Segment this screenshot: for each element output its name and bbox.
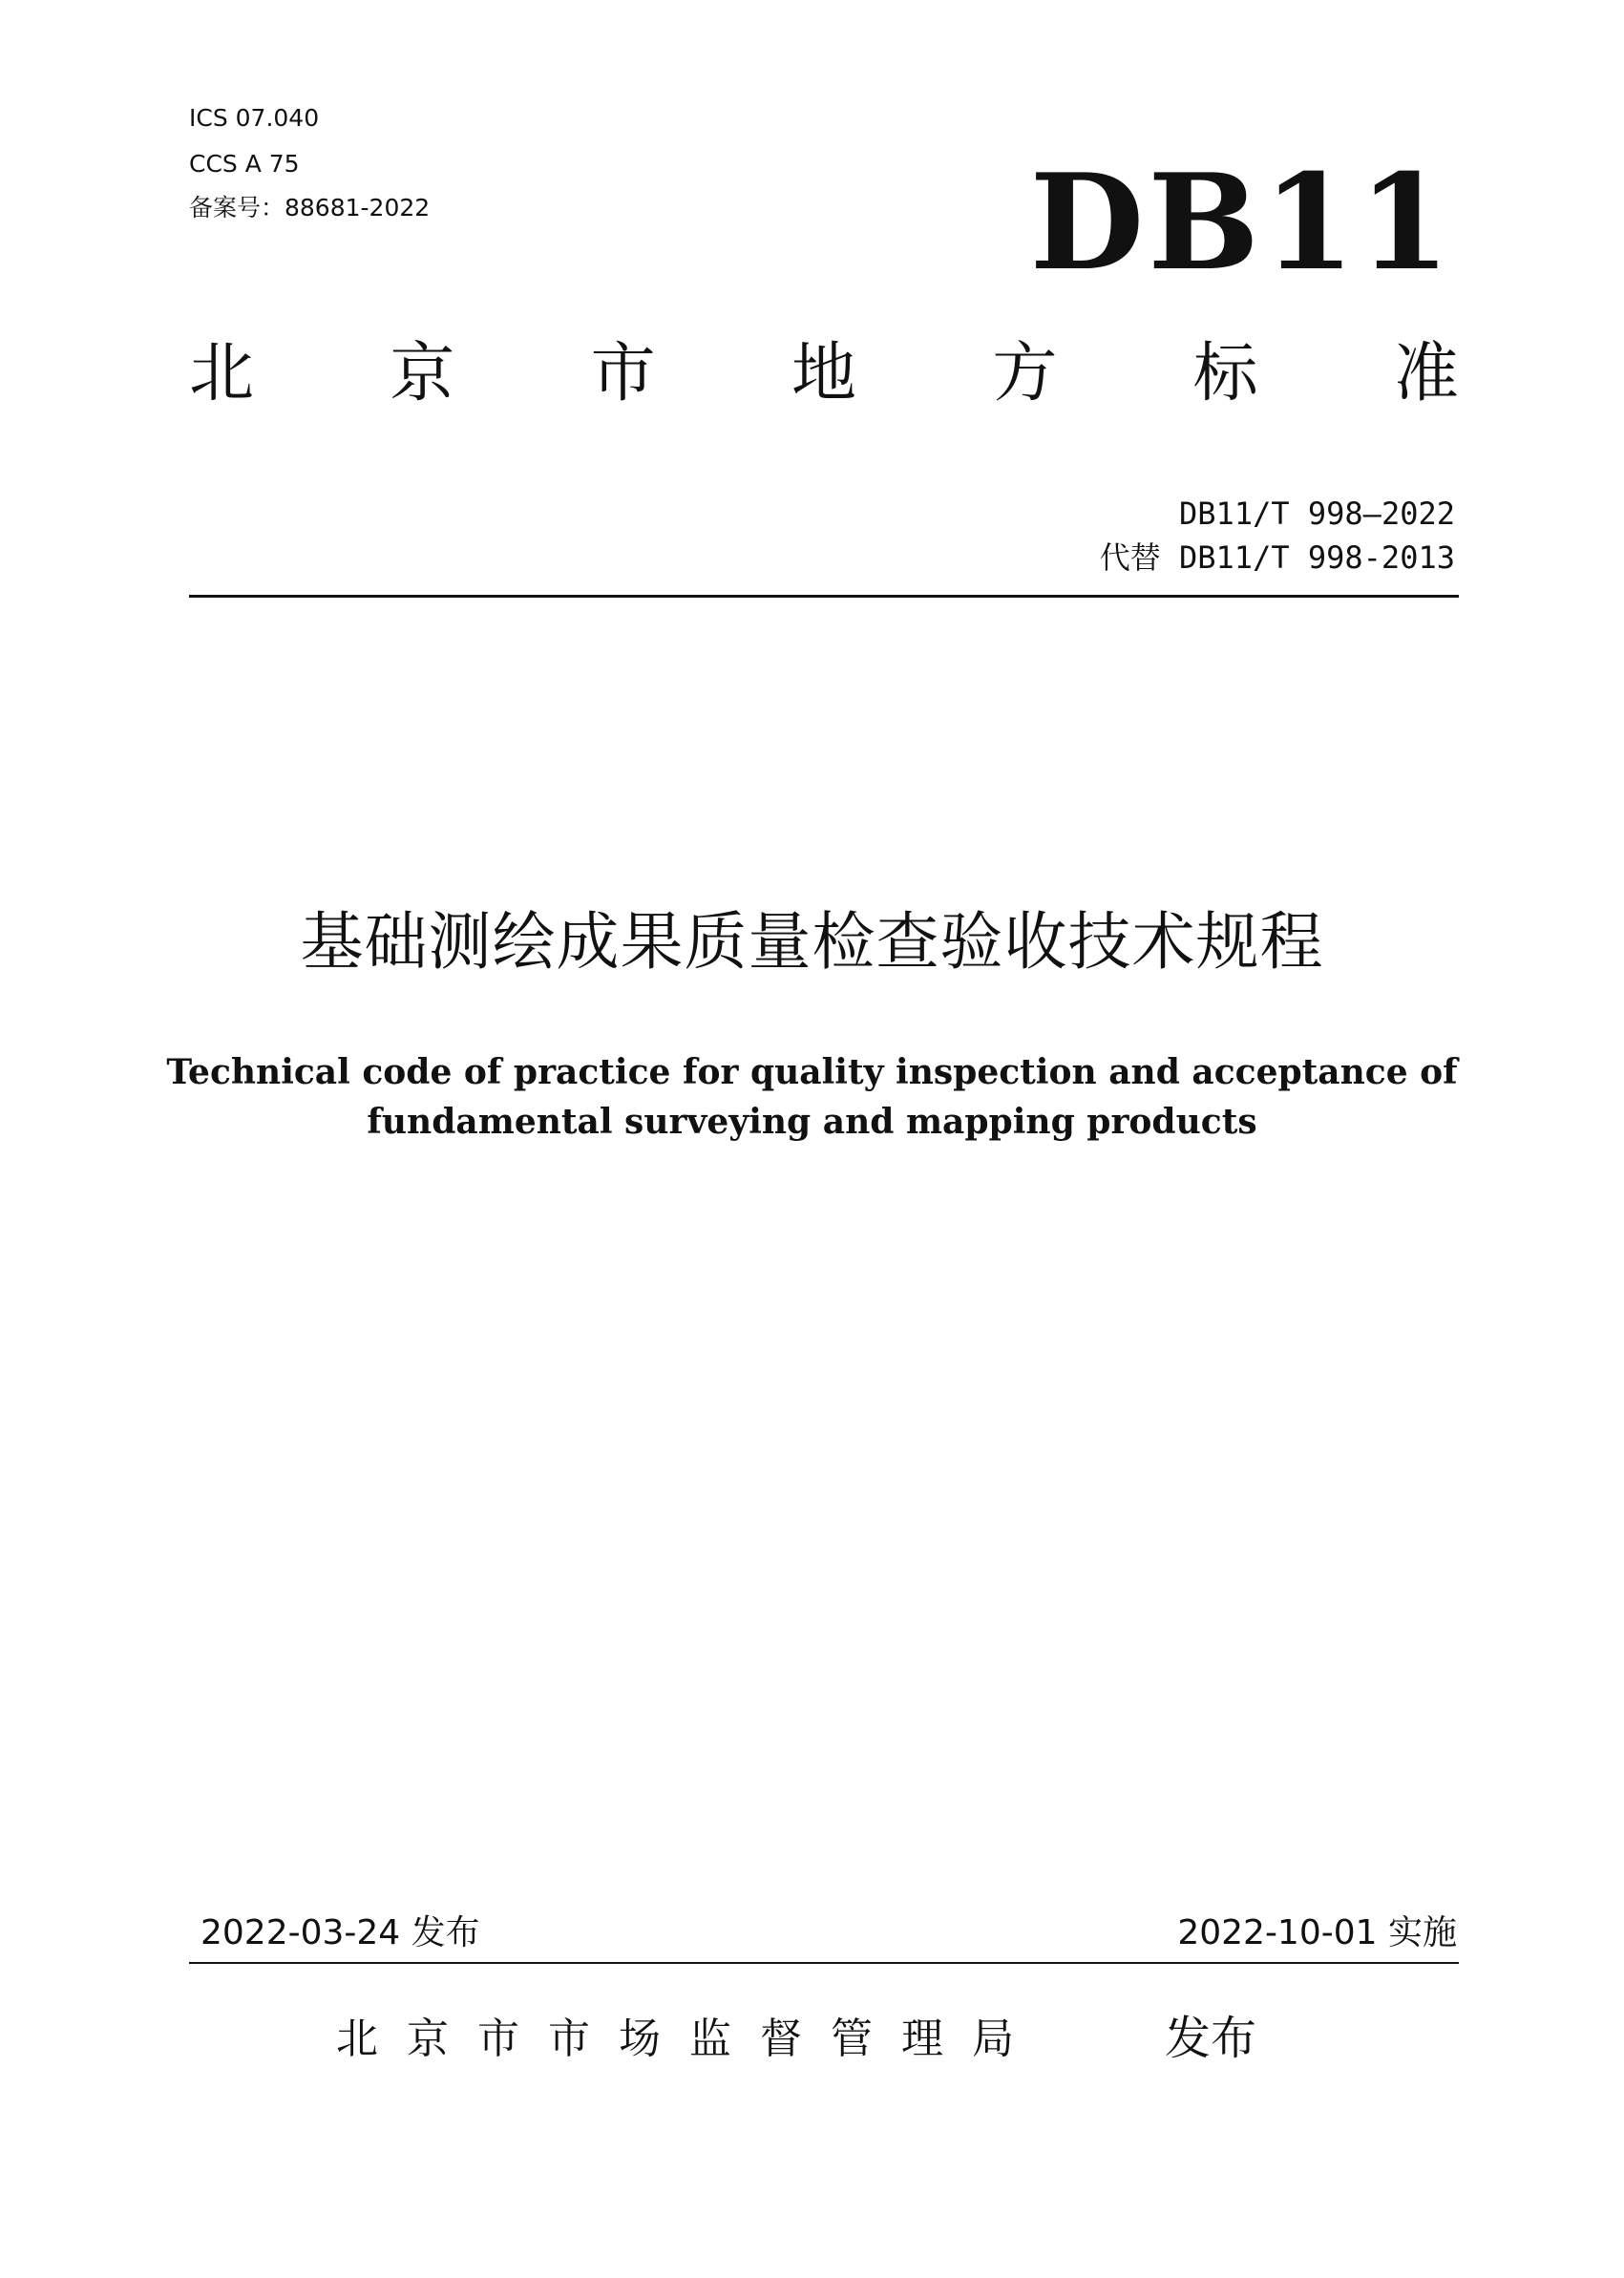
standard-type-char: 北 bbox=[189, 336, 255, 411]
top-divider bbox=[189, 595, 1459, 598]
issue-date: 2022-03-24 发布 bbox=[200, 1913, 480, 1952]
bottom-divider bbox=[189, 1962, 1459, 1964]
issuing-authority: 北京市市场监督管理局 bbox=[336, 2014, 1043, 2063]
ics-code: ICS 07.040 bbox=[189, 104, 320, 132]
standard-code: DB11/T 998—2022 bbox=[1179, 496, 1455, 532]
filing-number: 备案号：88681-2022 bbox=[189, 194, 431, 221]
standard-type-char: 准 bbox=[1393, 336, 1459, 411]
standard-type-char: 市 bbox=[590, 336, 656, 411]
english-title-line-2: fundamental surveying and mapping products bbox=[367, 1102, 1257, 1142]
db-logo: DB11 bbox=[1029, 144, 1454, 300]
replaces-code: 代替 DB11/T 998-2013 bbox=[1099, 539, 1455, 576]
standard-type-char: 地 bbox=[791, 336, 856, 411]
issue-label: 发布 bbox=[1165, 2012, 1257, 2065]
english-title-line-1: Technical code of practice for quality inspection and acceptance of bbox=[166, 1052, 1458, 1092]
standard-type-char: 京 bbox=[390, 336, 455, 411]
ccs-code: CCS A 75 bbox=[189, 150, 300, 178]
standard-type-char: 标 bbox=[1192, 336, 1258, 411]
chinese-title: 基础测绘成果质量检查验收技术规程 bbox=[300, 905, 1324, 979]
implementation-date: 2022-10-01 实施 bbox=[1177, 1913, 1457, 1952]
standard-type-heading bbox=[189, 336, 1459, 412]
standard-type-char: 方 bbox=[992, 336, 1058, 411]
